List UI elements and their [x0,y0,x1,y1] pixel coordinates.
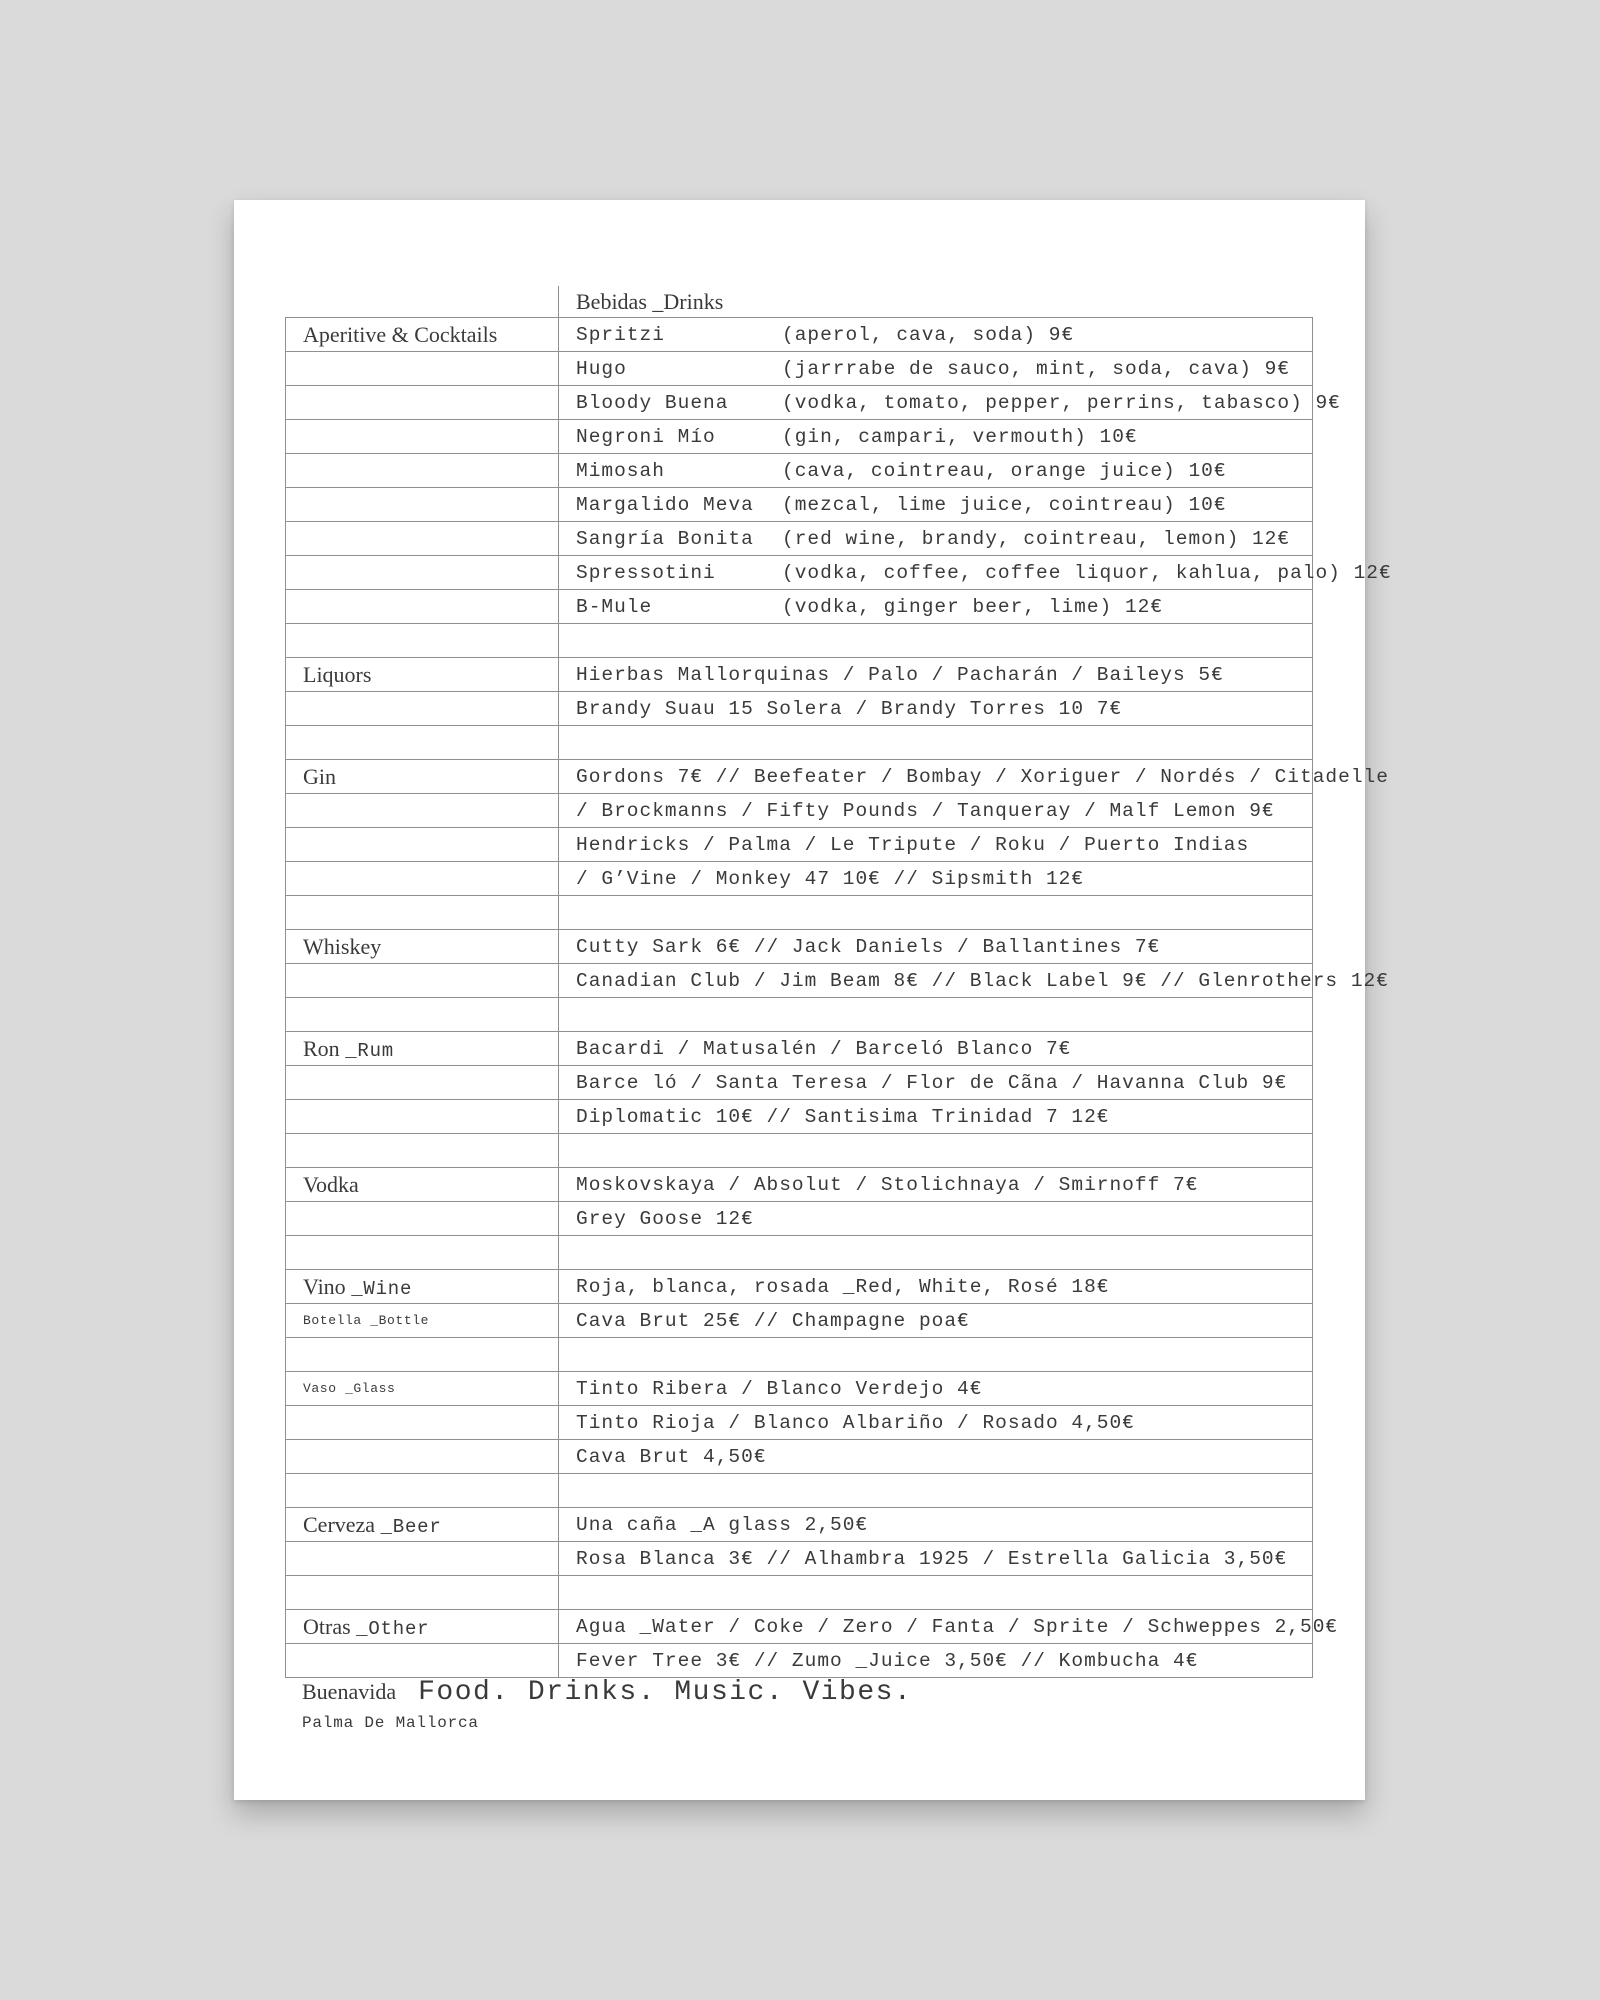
table-row [286,556,1313,590]
table-row [286,1440,1313,1474]
drink-name: B-Mule [576,595,653,618]
menu-line: / Brockmanns / Fifty Pounds / Tanqueray / Malf Lemon 9€ [559,794,1313,828]
empty-category-cell [286,454,559,488]
empty-category-cell [286,590,559,624]
drink-name: Sangría Bonita [576,527,754,550]
drink-description: (gin, campari, vermouth) 10€ [782,425,1138,448]
empty-category-cell [286,692,559,726]
table-row [286,692,1313,726]
menu-line: Diplomatic 10€ // Santisima Trinidad 7 12€ [559,1100,1313,1134]
drink-name: Spritzi [576,323,665,346]
menu-line: Bacardi / Matusalén / Barceló Blanco 7€ [559,1032,1313,1066]
menu-line: / G’Vine / Monkey 47 10€ // Sipsmith 12€ [559,862,1313,896]
drink-item [559,590,1313,624]
table-row [286,1304,1313,1338]
category-vodka: Vodka [286,1168,559,1202]
drink-name: Spressotini [576,561,716,584]
table-row [286,1542,1313,1576]
menu-line: Cutty Sark 6€ // Jack Daniels / Ballantines 7€ [559,930,1313,964]
drink-description: (vodka, ginger beer, lime) 12€ [782,595,1164,618]
table-row [286,1202,1313,1236]
table-row [286,318,1313,352]
menu-line: Roja, blanca, rosada _Red, White, Rosé 18€ [559,1270,1313,1304]
empty-category-cell [286,522,559,556]
category-name: Cerveza [303,1511,376,1537]
table-row [286,658,1313,692]
spacer-row [286,1576,1313,1610]
drink-name: Negroni Mío [576,425,716,448]
table-row [286,1508,1313,1542]
table-row [286,1644,1313,1678]
spacer-row [286,624,1313,658]
drink-description: (cava, cointreau, orange juice) 10€ [782,459,1227,482]
drink-description: (jarrrabe de sauco, mint, soda, cava) 9€ [782,357,1291,380]
menu-sheet [234,200,1392,1800]
menu-line: Rosa Blanca 3€ // Alhambra 1925 / Estrella Galicia 3,50€ [559,1542,1313,1576]
drink-description: (vodka, tomato, pepper, perrins, tabasco) 9€ [782,391,1341,414]
table-row [286,794,1313,828]
table-row [286,420,1313,454]
category-cocktails: Aperitive & Cocktails [286,318,559,352]
table-row [286,386,1313,420]
empty-category-cell [286,1644,559,1678]
table-row [286,1406,1313,1440]
header-row [286,286,1313,318]
drink-item [559,318,1313,352]
drink-item [559,556,1392,590]
category-translation: _Wine [351,1277,413,1300]
category-other [286,1610,559,1644]
drink-name: Margalido Meva [576,493,754,516]
drink-item [559,522,1313,556]
category-name: Vino [303,1273,346,1299]
table-row [286,1100,1313,1134]
category-liquors: Liquors [286,658,559,692]
drink-item [559,420,1313,454]
table-row [286,352,1313,386]
table-row [286,1270,1313,1304]
spacer-row [286,998,1313,1032]
table-row [286,760,1313,794]
drink-description: (aperol, cava, soda) 9€ [782,323,1075,346]
drink-description: (mezcal, lime juice, cointreau) 10€ [782,493,1227,516]
empty-category-cell [286,386,559,420]
empty-category-cell [286,1202,559,1236]
drink-description: (red wine, brandy, cointreau, lemon) 12€ [782,527,1291,550]
empty-category-cell [286,420,559,454]
empty-category-cell [286,794,559,828]
table-row [286,488,1313,522]
table-row [286,1610,1313,1644]
table-row [286,454,1313,488]
spacer-row [286,1134,1313,1168]
menu-line: Grey Goose 12€ [559,1202,1313,1236]
menu-line: Una caña _A glass 2,50€ [559,1508,1313,1542]
spacer-row [286,726,1313,760]
empty-category-cell [286,1440,559,1474]
brand-location: Palma De Mallorca [302,1714,479,1732]
menu-line: Cava Brut 4,50€ [559,1440,1313,1474]
drink-name: Hugo [576,357,627,380]
subcategory-bottle: Botella _Bottle [286,1304,559,1338]
category-name: Otras [303,1613,351,1639]
category-beer [286,1508,559,1542]
empty-category-cell [286,1406,559,1440]
table-row [286,1032,1313,1066]
table-row [286,930,1313,964]
menu-line: Hendricks / Palma / Le Tripute / Roku / Puerto Indias [559,828,1313,862]
table-row [286,522,1313,556]
spacer-row [286,1236,1313,1270]
menu-footer [302,1677,912,1732]
empty-category-cell [286,964,559,998]
menu-line: Canadian Club / Jim Beam 8€ // Black Label 9€ // Glenrothers 12€ [559,964,1313,998]
drink-item [559,454,1313,488]
menu-line: Gordons 7€ // Beefeater / Bombay / Xoriguer / Nordés / Citadelle [559,760,1313,794]
empty-category-cell [286,828,559,862]
brand-tagline: Food. Drinks. Music. Vibes. [418,1677,913,1708]
menu-line: Cava Brut 25€ // Champagne poa€ [559,1304,1313,1338]
table-row [286,964,1313,998]
brand-name: Buenavida [302,1679,397,1704]
menu-line: Moskovskaya / Absolut / Stolichnaya / Smirnoff 7€ [559,1168,1313,1202]
empty-category-cell [286,352,559,386]
category-whiskey: Whiskey [286,930,559,964]
drink-description: (vodka, coffee, coffee liquor, kahlua, palo) 12€ [782,561,1392,584]
spacer-row [286,1338,1313,1372]
menu-line: Brandy Suau 15 Solera / Brandy Torres 10 7€ [559,692,1313,726]
header-empty-cell [286,286,559,318]
drink-item [559,488,1313,522]
category-translation: _Beer [380,1515,442,1538]
empty-category-cell [286,1100,559,1134]
category-name: Ron [303,1035,340,1061]
subcategory-glass: Vaso _Glass [286,1372,559,1406]
category-wine [286,1270,559,1304]
empty-category-cell [286,556,559,590]
empty-category-cell [286,862,559,896]
table-row [286,828,1313,862]
category-rum [286,1032,559,1066]
table-row [286,1066,1313,1100]
drinks-title: Bebidas _Drinks [559,286,1313,318]
spacer-row [286,896,1313,930]
drink-item [559,352,1313,386]
menu-line: Barce ló / Santa Teresa / Flor de Cãna / Havanna Club 9€ [559,1066,1313,1100]
spacer-row [286,1474,1313,1508]
empty-category-cell [286,488,559,522]
drink-name: Mimosah [576,459,665,482]
menu-line: Agua _Water / Coke / Zero / Fanta / Sprite / Schweppes 2,50€ [559,1610,1313,1644]
table-row [286,1168,1313,1202]
table-row [286,590,1313,624]
empty-category-cell [286,1066,559,1100]
category-gin: Gin [286,760,559,794]
footer-brand-line [302,1677,912,1708]
drink-item [559,386,1341,420]
table-row [286,862,1313,896]
menu-line: Hierbas Mallorquinas / Palo / Pacharán / Baileys 5€ [559,658,1313,692]
category-translation: _Rum [345,1039,394,1062]
menu-line: Tinto Rioja / Blanco Albariño / Rosado 4,50€ [559,1406,1313,1440]
menu-line: Tinto Ribera / Blanco Verdejo 4€ [559,1372,1313,1406]
category-translation: _Other [356,1617,430,1640]
drinks-menu-table [285,286,1392,1678]
menu-line: Fever Tree 3€ // Zumo _Juice 3,50€ // Kombucha 4€ [559,1644,1313,1678]
empty-category-cell [286,1542,559,1576]
drink-name: Bloody Buena [576,391,729,414]
table-row [286,1372,1313,1406]
